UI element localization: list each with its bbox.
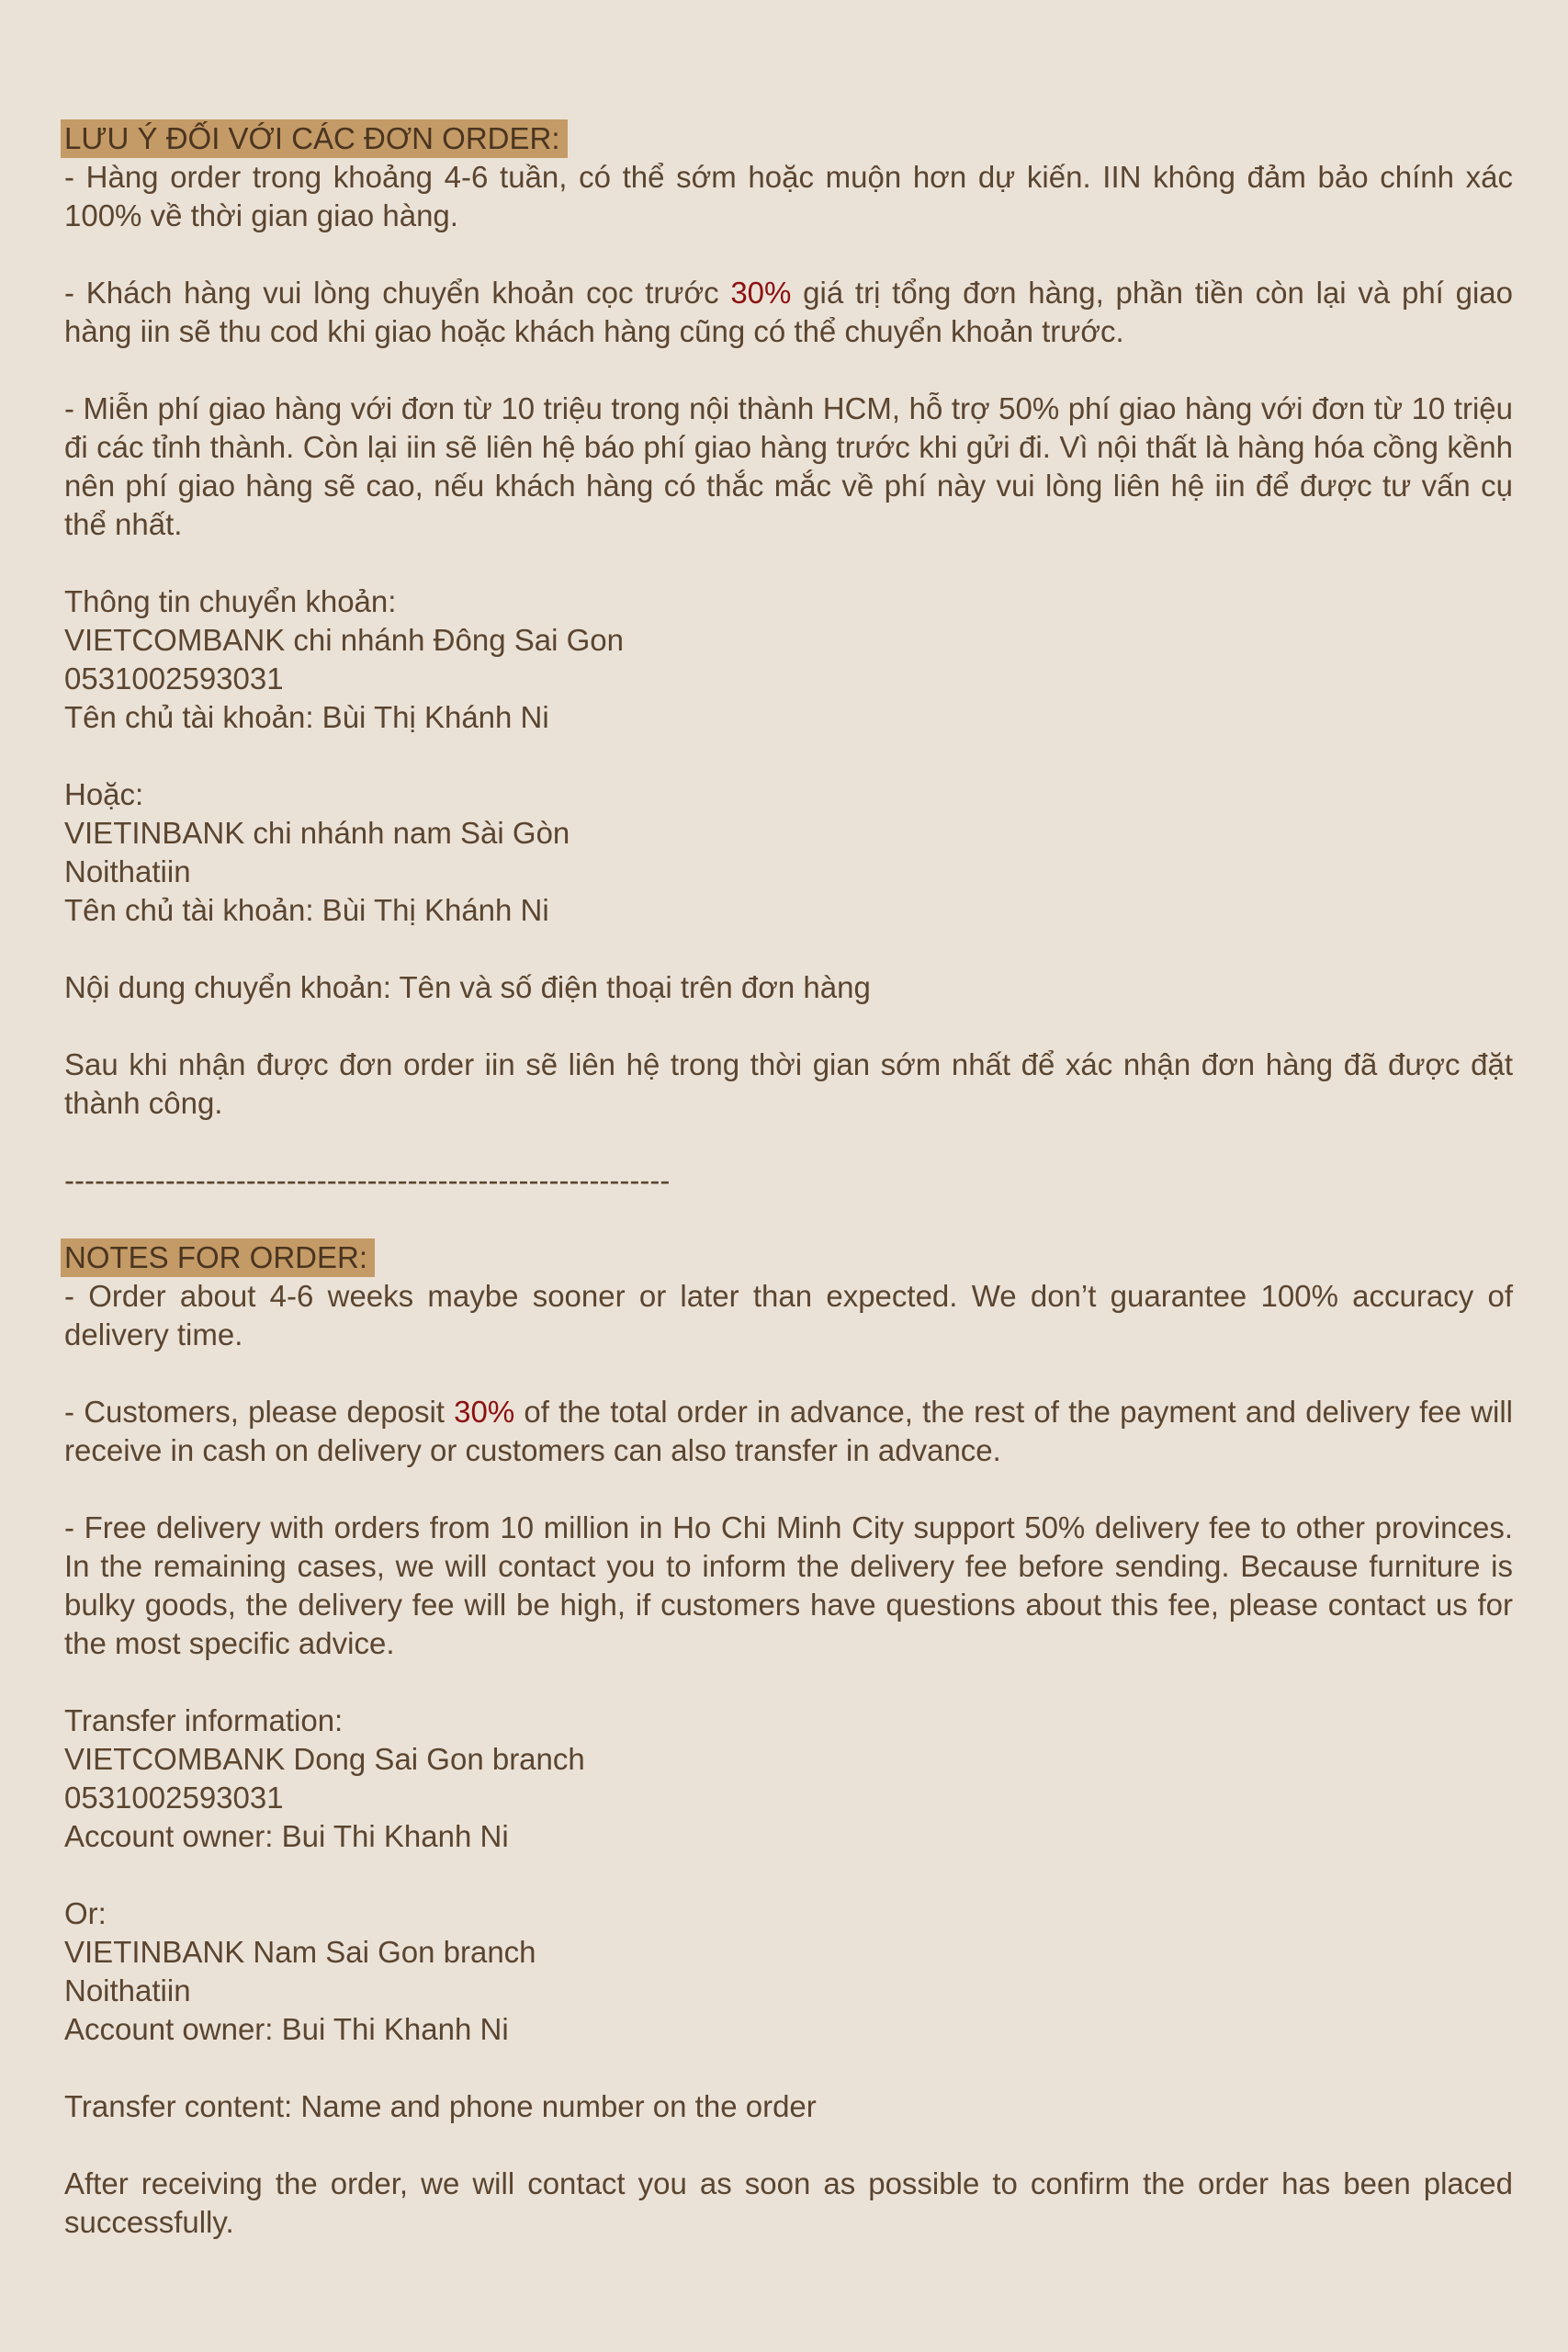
en-bank2-owner: Account owner: Bui Thi Khanh Ni	[64, 2012, 509, 2046]
en-deposit-note	[64, 1393, 1513, 1470]
section-divider: ------------------------------------------------------------	[64, 1163, 671, 1197]
english-section	[64, 1238, 1513, 2242]
en-bank2-name: VIETINBANK Nam Sai Gon branch	[64, 1935, 536, 1969]
en-transfer-content: Transfer content: Name and phone number on the order	[64, 2089, 817, 2123]
vi-deposit-text-before: - Khách hàng vui lòng chuyển khoản cọc trước	[64, 276, 731, 310]
vi-bank1-name: VIETCOMBANK chi nhánh Đông Sai Gon	[64, 623, 624, 657]
vi-bank2-owner: Tên chủ tài khoản: Bùi Thị Khánh Ni	[64, 893, 549, 927]
vi-or-label: Hoặc:	[64, 777, 144, 811]
vi-deposit-text-after: giá trị tổng đơn hàng, phần tiền còn lại và phí giao hàng iin sẽ thu cod khi giao hoặc khách hàng cũng có thể chuyển khoản trước.	[64, 276, 1513, 348]
en-or-label: Or:	[64, 1896, 107, 1930]
en-transfer-label: Transfer information:	[64, 1703, 344, 1737]
vi-delivery-time-note: - Hàng order trong khoảng 4-6 tuần, có thể sớm hoặc muộn hơn dự kiến. IIN không đảm bảo chính xác 100% về thời gian giao hàng.	[64, 160, 1513, 232]
vi-section-heading: LƯU Ý ĐỐI VỚI CÁC ĐƠN ORDER:	[61, 119, 568, 158]
order-notes-document	[64, 119, 1513, 2242]
en-section-heading: NOTES FOR ORDER:	[61, 1238, 375, 1277]
en-closing-note: After receiving the order, we will contact you as soon as possible to confirm the order has been placed successfully.	[64, 2166, 1513, 2239]
vietnamese-section	[64, 119, 1513, 1123]
en-delivery-time-note: - Order about 4-6 weeks maybe sooner or later than expected. We don’t guarantee 100% accuracy of delivery time.	[64, 1279, 1513, 1351]
vi-deposit-percent: 30%	[730, 276, 792, 310]
en-bank1-owner: Account owner: Bui Thi Khanh Ni	[64, 1819, 509, 1853]
vi-shipping-fee-note: - Miễn phí giao hàng với đơn từ 10 triệu trong nội thành HCM, hỗ trợ 50% phí giao hàng với đơn từ 10 triệu đi các tỉnh thành. Còn lại iin sẽ liên hệ báo phí giao hàng trước khi gửi đi. Vì nội thất là hàng hóa cồng kềnh nên phí giao hàng sẽ cao, nếu khách hàng có thắc mắc về phí này vui lòng liên hệ iin để được tư vấn cụ thể nhất.	[64, 391, 1513, 541]
en-deposit-percent: 30%	[454, 1395, 515, 1429]
vi-closing-note: Sau khi nhận được đơn order iin sẽ liên hệ trong thời gian sớm nhất để xác nhận đơn hàng đã được đặt thành công.	[64, 1047, 1513, 1120]
en-shipping-fee-note: - Free delivery with orders from 10 million in Ho Chi Minh City support 50% delivery fee to other provinces. In the remaining cases, we will contact you to inform the delivery fee before sending. Because furniture is bulky goods, the delivery fee will be high, if customers have questions about this fee, please contact us for the most specific advice.	[64, 1510, 1513, 1660]
en-bank1-name: VIETCOMBANK Dong Sai Gon branch	[64, 1742, 585, 1776]
en-bank1-account: 0531002593031	[64, 1781, 284, 1815]
vi-transfer-label: Thông tin chuyển khoản:	[64, 584, 397, 618]
vi-deposit-note	[64, 274, 1513, 351]
vi-bank1-owner: Tên chủ tài khoản: Bùi Thị Khánh Ni	[64, 700, 549, 734]
vi-bank2-name: VIETINBANK chi nhánh nam Sài Gòn	[64, 816, 570, 850]
vi-bank2-account: Noithatiin	[64, 854, 191, 888]
en-deposit-text-after: of the total order in advance, the rest of the payment and delivery fee will receive in cash on delivery or customers can also transfer in advance.	[64, 1395, 1514, 1467]
vi-bank1-account: 0531002593031	[64, 662, 284, 695]
vi-transfer-content: Nội dung chuyển khoản: Tên và số điện thoại trên đơn hàng	[64, 970, 871, 1004]
en-bank2-account: Noithatiin	[64, 1973, 191, 2007]
en-deposit-text-before: - Customers, please deposit	[64, 1395, 455, 1429]
